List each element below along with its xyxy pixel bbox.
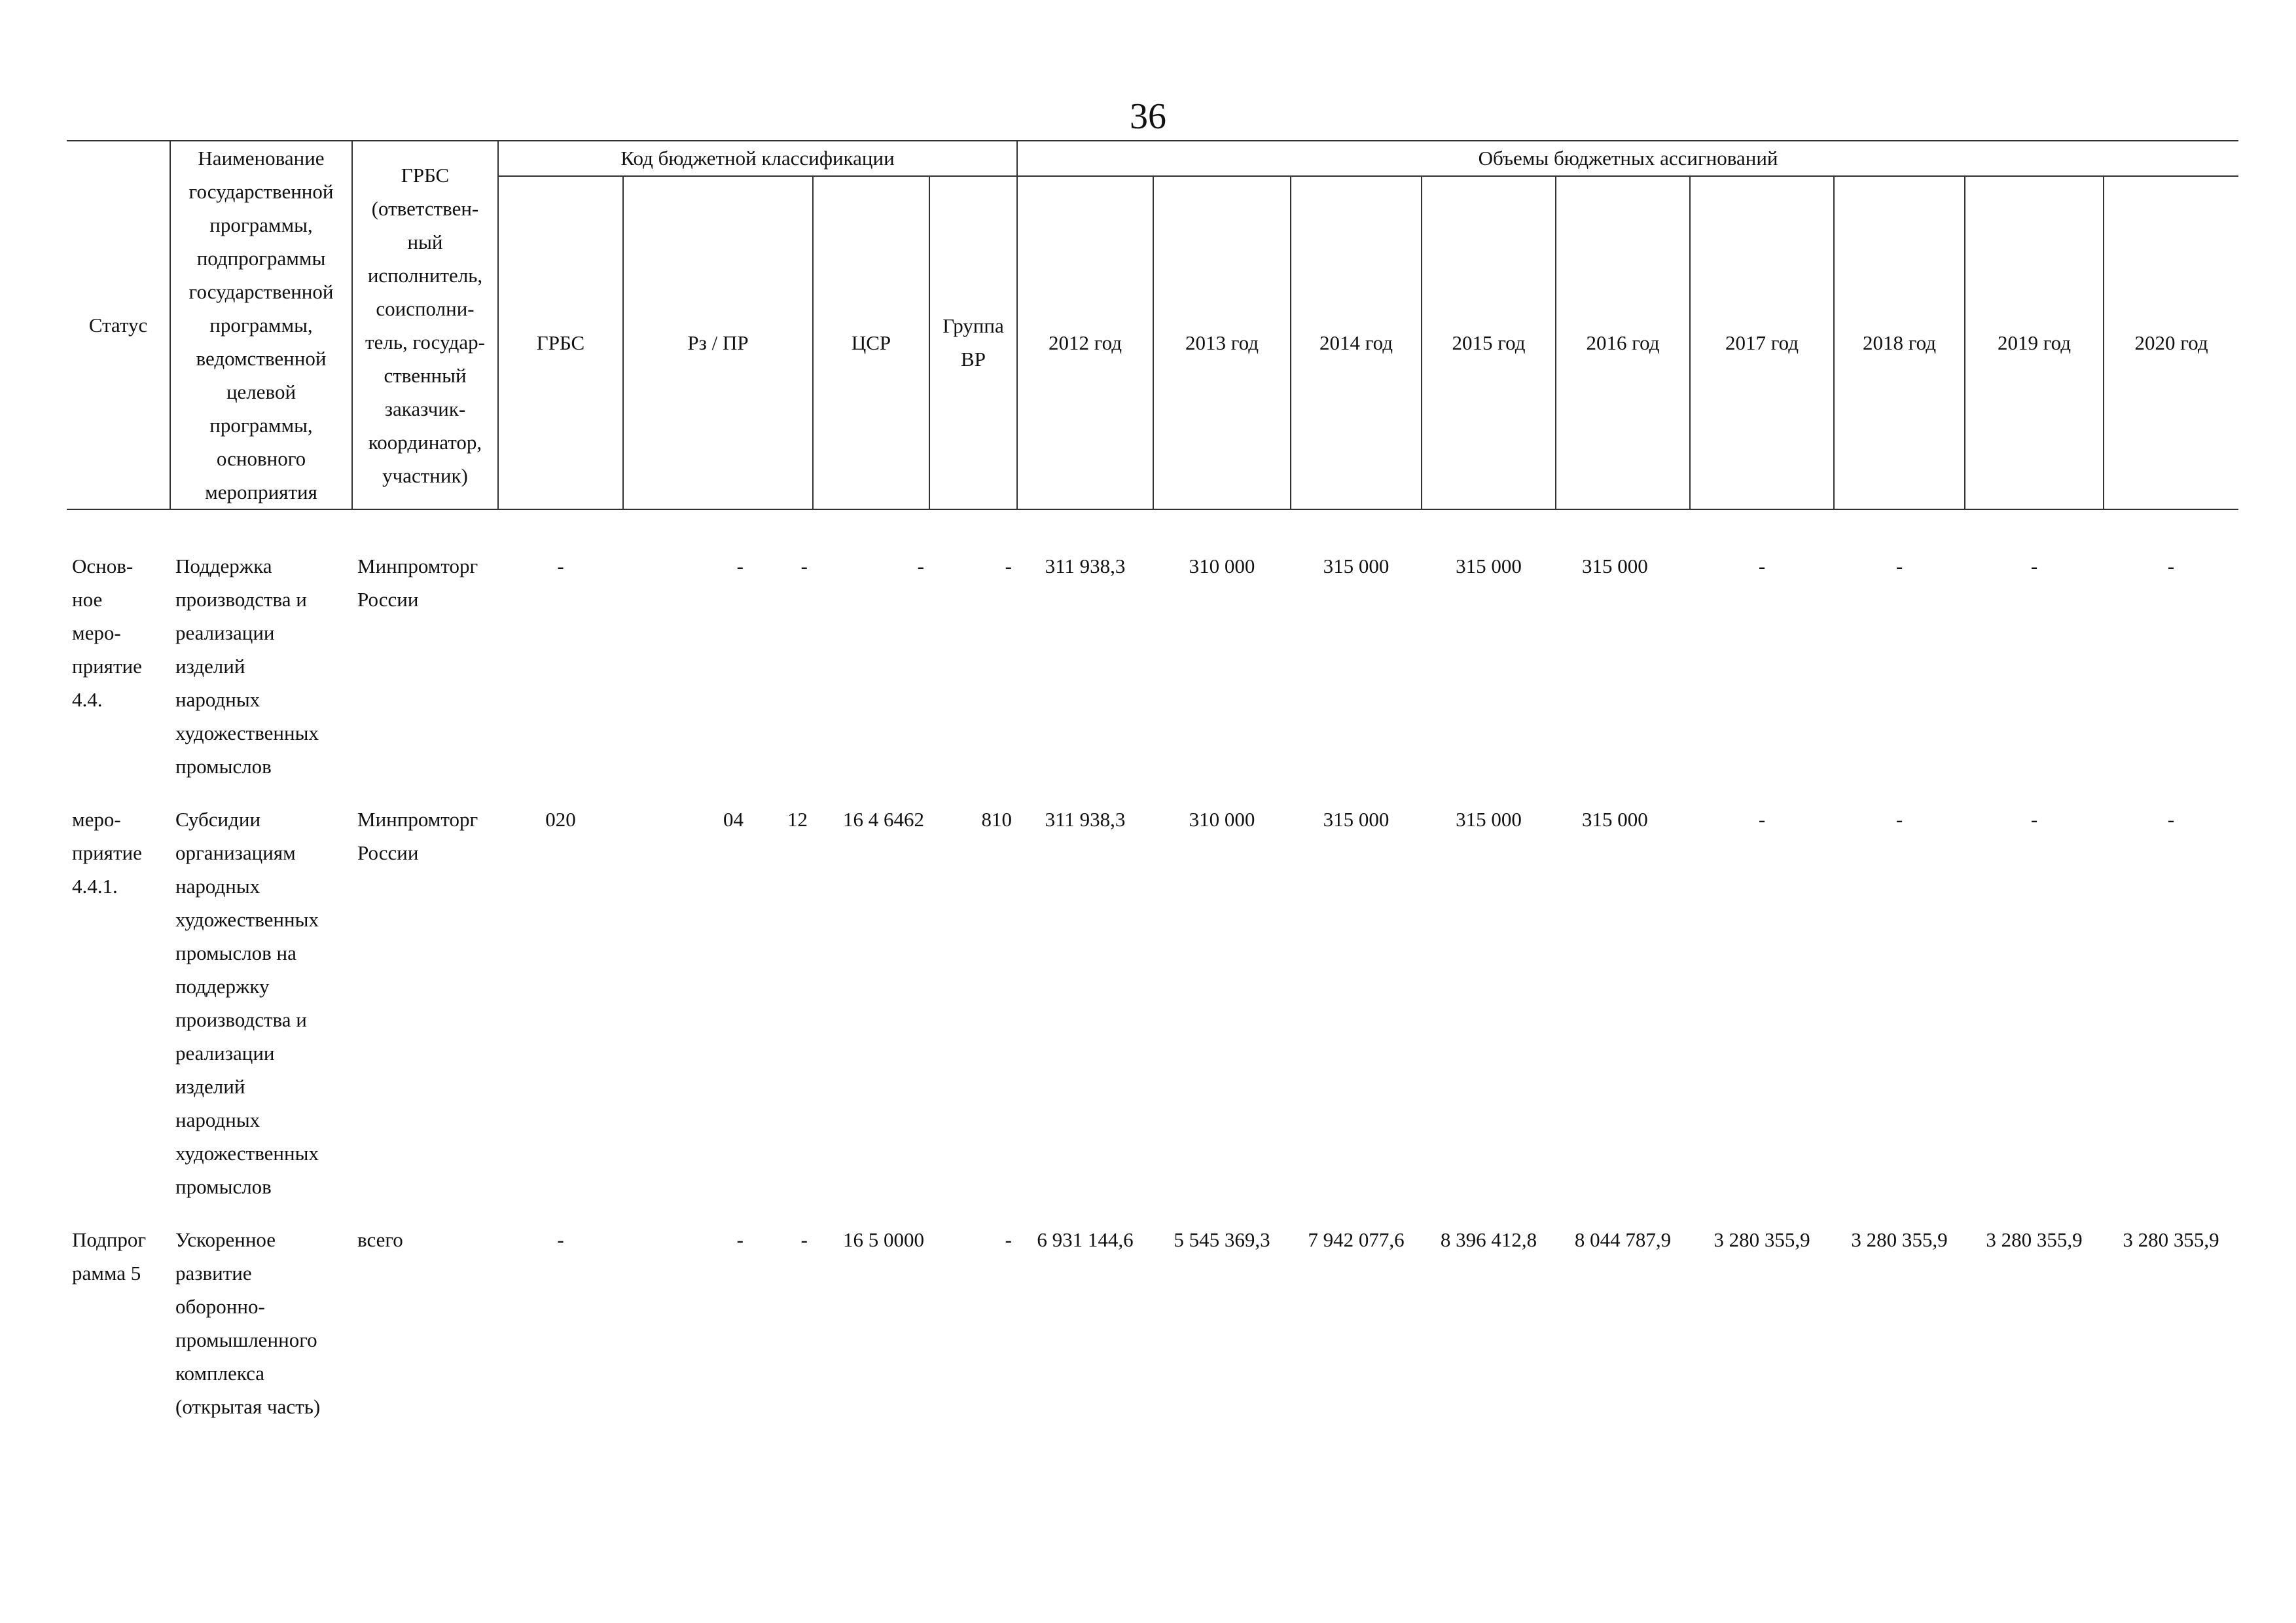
row-value-2014: 7 942 077,6 (1308, 1228, 1405, 1251)
header-vr: Группа ВР (929, 176, 1017, 509)
row-value-2019: 3 280 355,9 (1986, 1228, 2083, 1251)
row-value-2014: 315 000 (1323, 808, 1390, 831)
table-body (67, 509, 2238, 1423)
row-value-2013: 310 000 (1189, 808, 1255, 831)
header-year-2013: 2013 год (1153, 176, 1291, 509)
row-value-2019: - (2030, 555, 2038, 577)
row-value-2015: 315 000 (1456, 555, 1522, 577)
row-rz: - (736, 1228, 744, 1251)
header-rz-pr: Рз / ПР (623, 176, 813, 509)
budget-table (67, 140, 2238, 1423)
header-year-2018: 2018 год (1834, 176, 1965, 509)
header-year-2012: 2012 год (1017, 176, 1153, 509)
row-vr: - (1005, 1228, 1012, 1251)
header-code-group: Код бюджетной классификации (498, 141, 1017, 176)
header-year-2014: 2014 год (1291, 176, 1422, 509)
header-grbs: ГРБС (498, 176, 623, 509)
table-row (67, 803, 2238, 1203)
header-grbs-role: ГРБС (ответствен-ный исполнитель, соисполни-тель, государ-ственный заказчик-координатор, участник) (352, 141, 498, 509)
row-value-2018: - (1895, 555, 1903, 577)
row-grbs-role: Минпромторг России (357, 555, 478, 611)
row-pr: - (800, 555, 808, 577)
row-csr: 16 5 0000 (843, 1228, 924, 1251)
header-name: Наименование государственной программы, подпрограммы государственной программы, ведомственной целевой программы, основного мероприятия (170, 141, 352, 509)
row-pr: 12 (787, 808, 808, 831)
row-value-2012: 6 931 144,6 (1037, 1228, 1134, 1251)
row-csr: 16 4 6462 (843, 808, 924, 831)
header-year-2019: 2019 год (1965, 176, 2104, 509)
row-value-2020: - (2167, 555, 2175, 577)
row-status: Подпрог рамма 5 (72, 1228, 147, 1285)
row-value-2013: 5 545 369,3 (1174, 1228, 1270, 1251)
header-year-2017: 2017 год (1690, 176, 1834, 509)
row-name: Ускоренное развитие оборонно- промышленного комплекса (открытая часть) (175, 1228, 321, 1418)
row-vr: 810 (981, 808, 1012, 831)
row-grbs: - (557, 1228, 564, 1251)
row-status: меро- приятие 4.4.1. (72, 808, 142, 898)
row-value-2015: 315 000 (1456, 808, 1522, 831)
row-value-2012: 311 938,3 (1045, 808, 1126, 831)
row-value-2020: 3 280 355,9 (2123, 1228, 2219, 1251)
row-value-2017: 3 280 355,9 (1713, 1228, 1810, 1251)
header-status: Статус (67, 141, 170, 509)
row-grbs: - (557, 555, 564, 577)
row-value-2019: - (2030, 808, 2038, 831)
row-value-2014: 315 000 (1323, 555, 1390, 577)
header-year-2015: 2015 год (1422, 176, 1556, 509)
header-volume-group: Объемы бюджетных ассигнований (1017, 141, 2238, 176)
row-rz: - (736, 555, 744, 577)
table-row (67, 549, 2238, 783)
row-pr: - (800, 1228, 808, 1251)
row-value-2016: 315 000 (1582, 555, 1648, 577)
row-status: Основ- ное меро- приятие 4.4. (72, 555, 142, 711)
row-csr: - (917, 555, 924, 577)
table-header (67, 141, 2238, 509)
row-value-2016: 8 044 787,9 (1574, 1228, 1672, 1251)
row-value-2018: 3 280 355,9 (1851, 1228, 1948, 1251)
header-year-2016: 2016 год (1556, 176, 1690, 509)
row-vr: - (1005, 555, 1012, 577)
row-value-2016: 315 000 (1582, 808, 1648, 831)
row-name: Субсидии организациям народных художественных промыслов на поддержку производства и реализации изделий народных художественных промыслов (175, 808, 319, 1198)
row-grbs-role: Минпромторг России (357, 808, 478, 864)
row-grbs: 020 (545, 808, 576, 831)
row-value-2015: 8 396 412,8 (1440, 1228, 1537, 1251)
page-number: 36 (1130, 96, 1166, 137)
row-value-2012: 311 938,3 (1045, 555, 1126, 577)
row-value-2018: - (1895, 808, 1903, 831)
row-value-2017: - (1758, 555, 1766, 577)
header-year-2020: 2020 год (2104, 176, 2238, 509)
table-row (67, 1223, 2238, 1423)
row-grbs-role: всего (357, 1228, 403, 1251)
row-name: Поддержка производства и реализации изделий народных художественных промыслов (175, 555, 319, 778)
row-rz: 04 (723, 808, 744, 831)
row-value-2013: 310 000 (1189, 555, 1255, 577)
row-value-2017: - (1758, 808, 1766, 831)
row-value-2020: - (2167, 808, 2175, 831)
header-csr: ЦСР (813, 176, 929, 509)
